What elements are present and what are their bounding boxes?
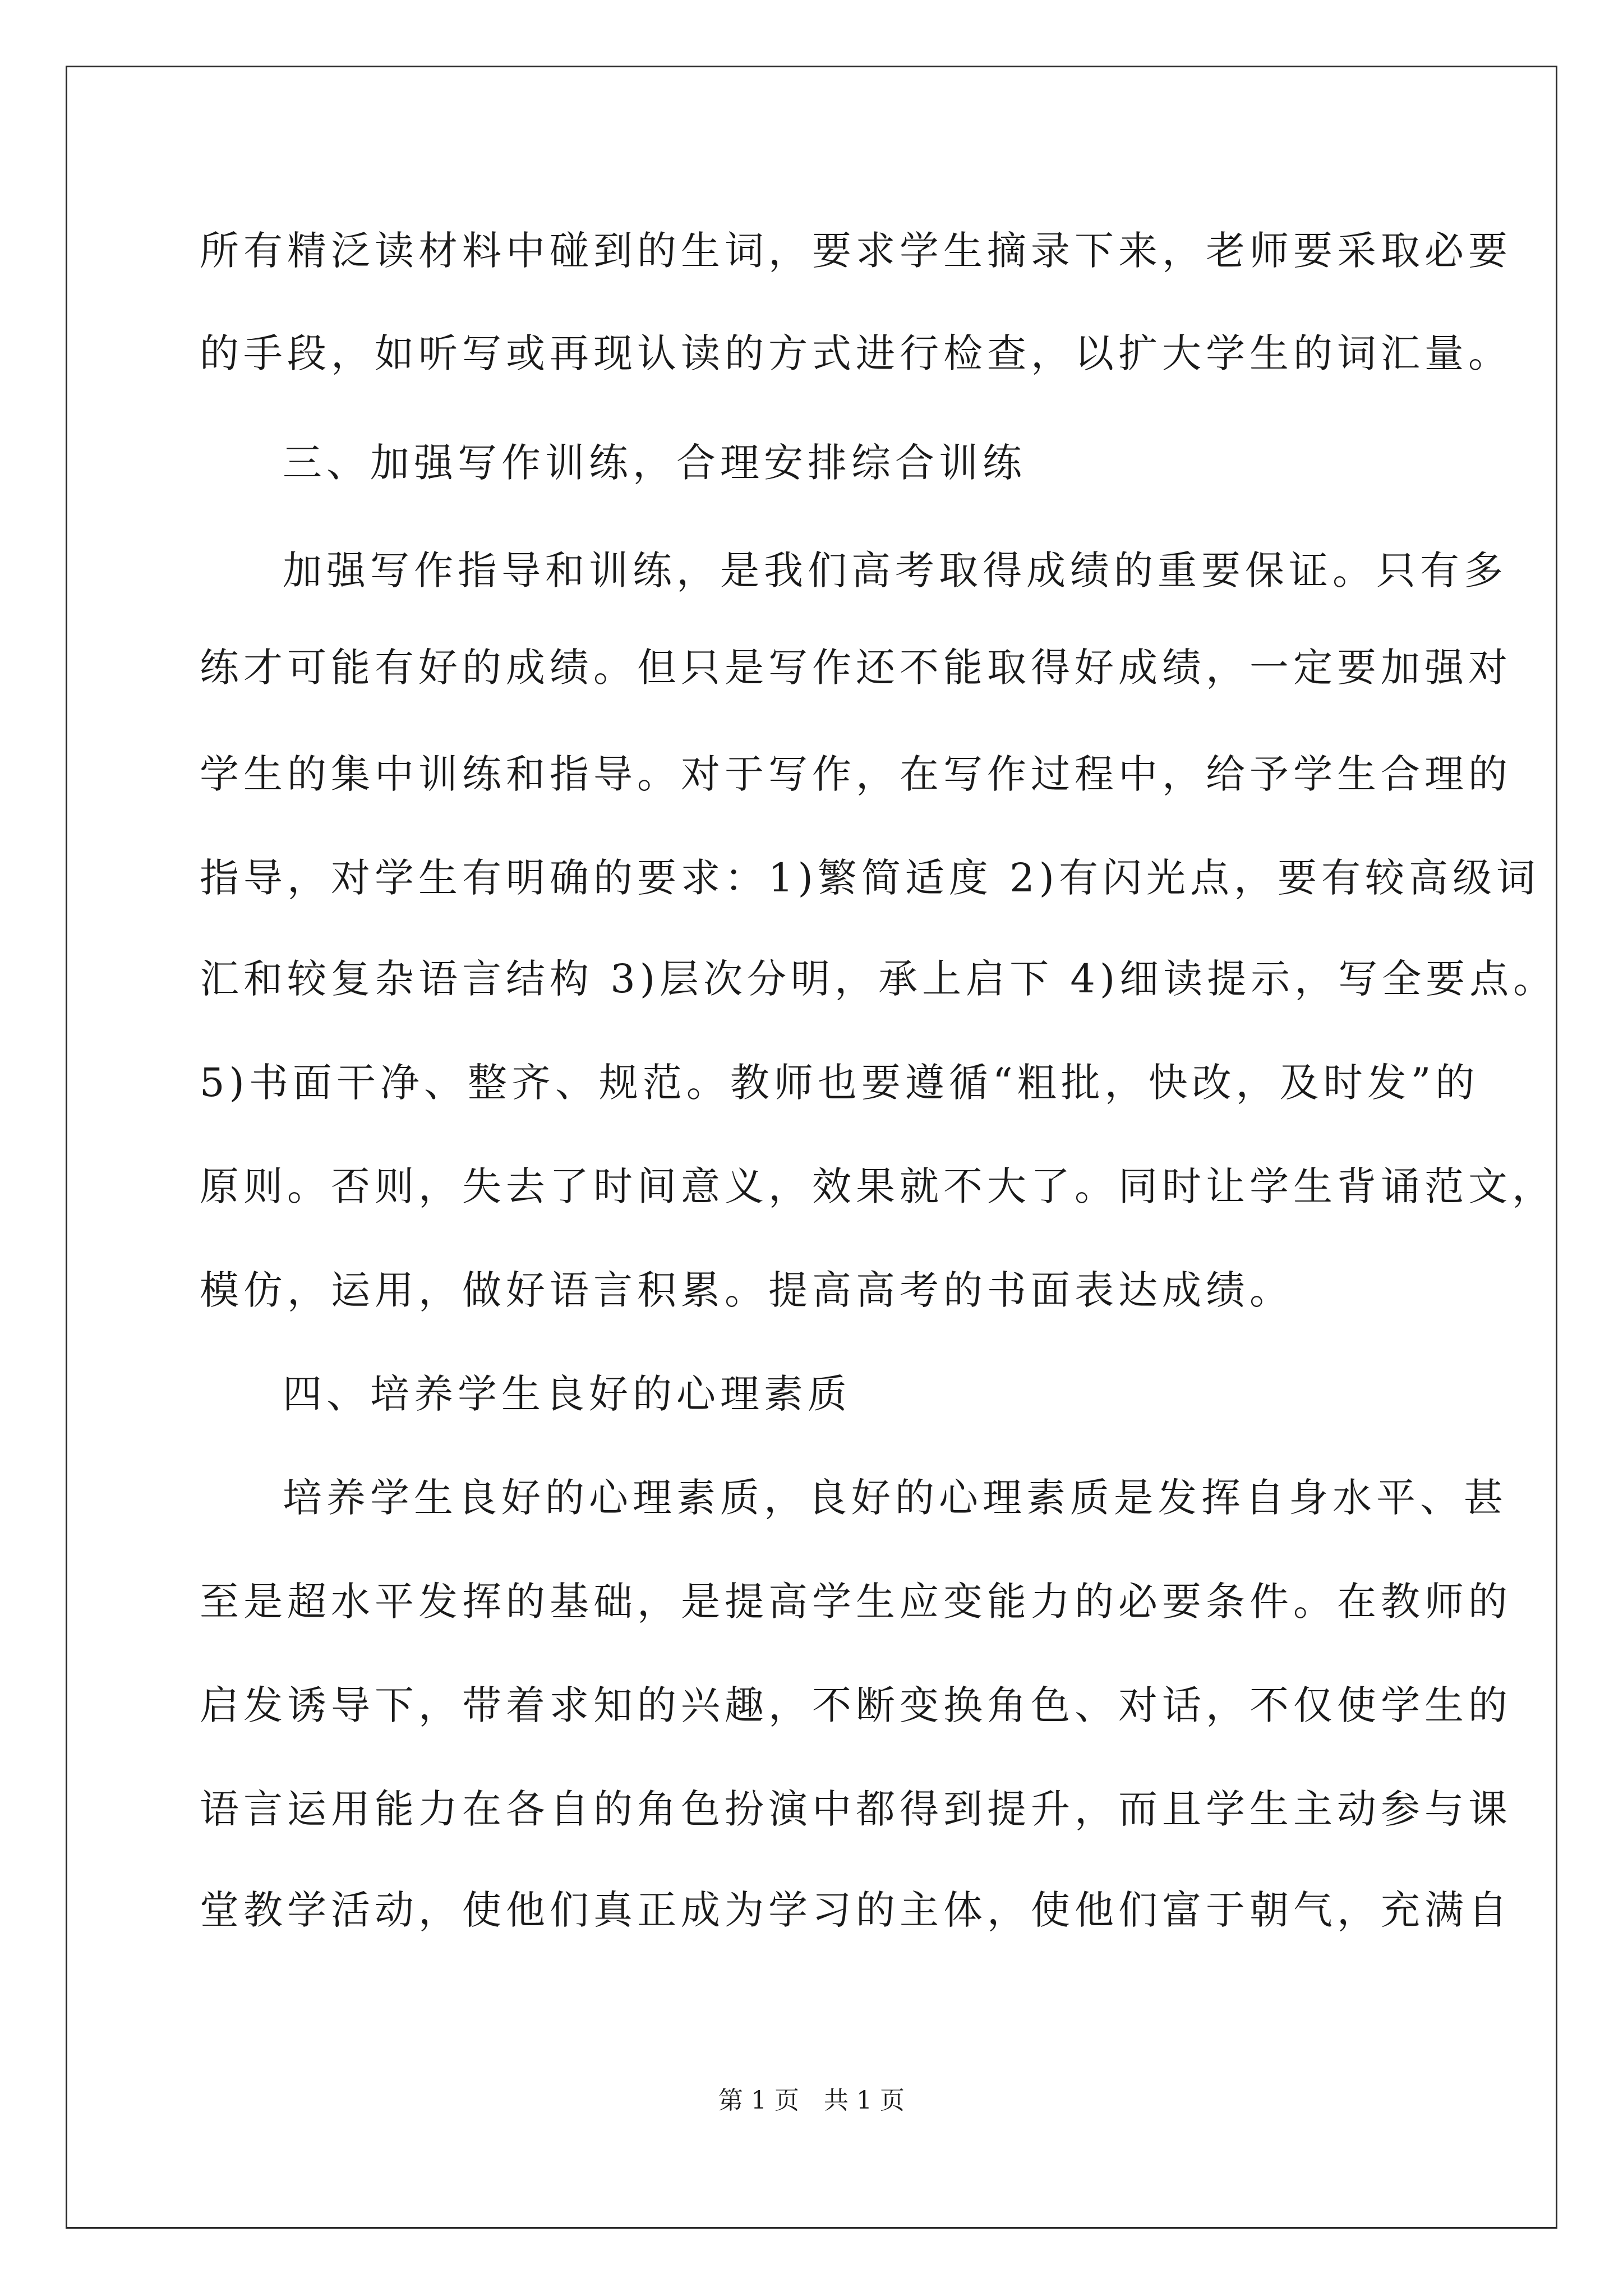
section-heading: 三、加强写作训练，合理安排综合训练 (283, 440, 1026, 486)
text-line: 的手段，如听写或再现认读的方式进行检查，以扩大学生的词汇量。 (200, 330, 1512, 376)
text-line: 模仿，运用，做好语言积累。提高高考的书面表达成绩。 (200, 1267, 1293, 1313)
text-line: 指导，对学生有明确的要求：1)繁简适度 2)有闪光点，要有较高级词 (200, 855, 1540, 901)
text-line: 5)书面干净、整齐、规范。教师也要遵循“粗批，快改，及时发”的 (200, 1060, 1479, 1106)
text-line: 汇和较复杂语言结构 3)层次分明，承上启下 4)细读提示，写全要点。 (200, 956, 1557, 1002)
text-line: 练才可能有好的成绩。但只是写作还不能取得好成绩，一定要加强对 (200, 645, 1512, 691)
text-line: 堂教学活动，使他们真正成为学习的主体，使他们富于朝气，充满自 (200, 1887, 1512, 1933)
page-number: 第 1 页 共 1 页 (718, 2086, 905, 2115)
text-line: 原则。否则，失去了时间意义，效果就不大了。同时让学生背诵范文， (200, 1163, 1556, 1209)
text-line: 学生的集中训练和指导。对于写作，在写作过程中，给予学生合理的 (200, 751, 1512, 797)
text-line: 所有精泛读材料中碰到的生词，要求学生摘录下来，老师要采取必要 (200, 228, 1512, 274)
text-line: 至是超水平发挥的基础，是提高学生应变能力的必要条件。在教师的 (200, 1579, 1512, 1625)
text-line: 语言运用能力在各自的角色扮演中都得到提升，而且学生主动参与课 (200, 1786, 1512, 1832)
text-line: 培养学生良好的心理素质，良好的心理素质是发挥自身水平、甚 (283, 1475, 1507, 1521)
section-heading: 四、培养学生良好的心理素质 (283, 1371, 851, 1417)
text-line: 加强写作指导和训练，是我们高考取得成绩的重要保证。只有多 (283, 547, 1507, 593)
text-line: 启发诱导下，带着求知的兴趣，不断变换角色、对话，不仅使学生的 (200, 1682, 1512, 1728)
